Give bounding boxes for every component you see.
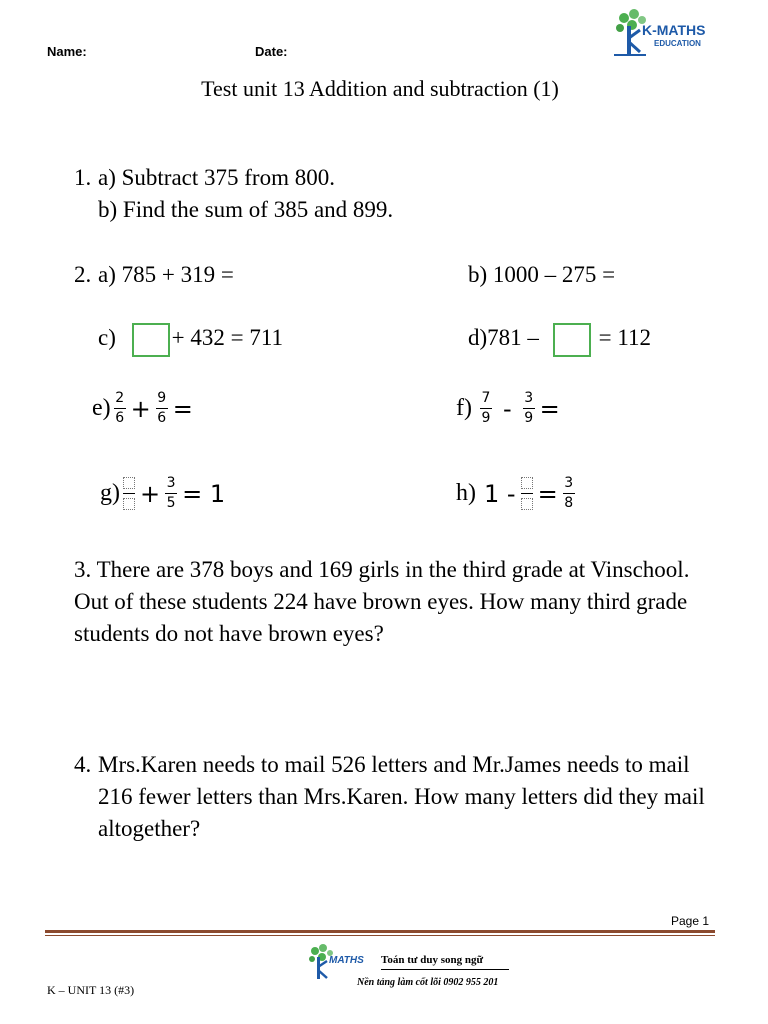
q2-d-label: d)781 –	[468, 325, 539, 350]
footer-rule	[45, 930, 715, 933]
q2-d-rest: = 112	[598, 325, 652, 350]
numerator: 3	[564, 475, 574, 491]
q2-h-blank-fraction[interactable]	[521, 474, 533, 513]
q2-h-label: h)	[456, 480, 476, 506]
numerator: 3	[166, 475, 176, 491]
q2-f-operator: -	[502, 394, 512, 423]
q2-g-equals: = 1	[182, 479, 226, 508]
footer-tagline: Toán tư duy song ngữ	[381, 954, 484, 966]
unit-code: K – UNIT 13 (#3)	[47, 983, 135, 997]
q2-g-label: g)	[100, 480, 120, 506]
page-number: Page 1	[671, 914, 710, 928]
numerator: 9	[157, 390, 167, 406]
footer-logo	[305, 943, 520, 993]
blank-numerator[interactable]	[123, 477, 135, 489]
denominator: 6	[157, 410, 167, 426]
q2-part-a: a) 785 + 319 =	[98, 262, 234, 287]
q2-h-equals: =	[537, 479, 558, 508]
footer-brand: MATHS	[329, 955, 364, 966]
numerator: 7	[481, 390, 491, 406]
q2-f-fraction-2	[523, 390, 535, 427]
q2-g-blank-fraction[interactable]	[123, 474, 135, 513]
q3-text: 3. There are 378 boys and 169 girls in the third grade at Vinschool. Out of these students 224 have brown eyes. How many third grade students do not have brown eyes?	[74, 557, 690, 646]
footer-rule-thin	[45, 935, 715, 936]
logo-brand: K-MATHS	[642, 22, 706, 38]
q2-part-d	[468, 322, 651, 357]
blank-denominator[interactable]	[521, 498, 533, 510]
denominator: 8	[564, 495, 574, 511]
q2-g-fraction	[165, 475, 177, 512]
name-label: Name:	[47, 44, 87, 59]
q4-number: 4.	[74, 752, 92, 777]
numerator: 3	[524, 390, 534, 406]
kmaths-logo	[612, 8, 722, 60]
q2-part-g	[100, 474, 227, 513]
denominator: 6	[115, 410, 125, 426]
q2-e-operator: +	[130, 394, 151, 423]
footer-slogan: Nền tảng làm cốt lõi 0902 955 201	[357, 977, 499, 988]
q2-c-label: c)	[98, 325, 116, 350]
q2-h-lead: 1 -	[484, 479, 516, 508]
q2-part-h	[456, 474, 578, 513]
q2-part-e	[92, 390, 195, 427]
footer-tagline-underline	[381, 969, 509, 970]
q2-g-operator: +	[140, 479, 161, 508]
denominator: 9	[481, 410, 491, 426]
q2-f-equals: =	[539, 394, 560, 423]
blank-denominator[interactable]	[123, 498, 135, 510]
q2-e-fraction-2	[156, 390, 168, 427]
q2-part-f	[456, 390, 562, 427]
q2-number: 2.	[74, 262, 92, 287]
q2-f-fraction-1	[480, 390, 492, 427]
q1-number: 1.	[74, 165, 92, 190]
date-label: Date:	[255, 44, 288, 59]
denominator: 5	[166, 495, 176, 511]
q4-text: Mrs.Karen needs to mail 526 letters and Mr.James needs to mail 216 fewer letters than Mrs.Karen. How many letters did they mail altogether?	[98, 752, 705, 841]
q2-e-fraction-1	[114, 390, 126, 427]
numerator: 2	[115, 390, 125, 406]
q1-part-a: a) Subtract 375 from 800.	[98, 165, 335, 190]
q2-e-equals: =	[172, 394, 193, 423]
q2-d-answer-box[interactable]	[553, 323, 591, 357]
q2-c-rest: + 432 = 711	[171, 325, 283, 350]
q2-e-label: e)	[92, 395, 111, 421]
q1-part-b: b) Find the sum of 385 and 899.	[98, 197, 394, 222]
denominator: 9	[524, 410, 534, 426]
q2-h-fraction	[563, 475, 575, 512]
q2-part-c	[98, 322, 283, 357]
blank-numerator[interactable]	[521, 477, 533, 489]
q2-f-label: f)	[456, 395, 472, 421]
q2-c-answer-box[interactable]	[132, 323, 170, 357]
logo-sub: EDUCATION	[654, 39, 701, 48]
q2-part-b: b) 1000 – 275 =	[468, 262, 616, 287]
page-title: Test unit 13 Addition and subtraction (1)	[201, 76, 559, 101]
